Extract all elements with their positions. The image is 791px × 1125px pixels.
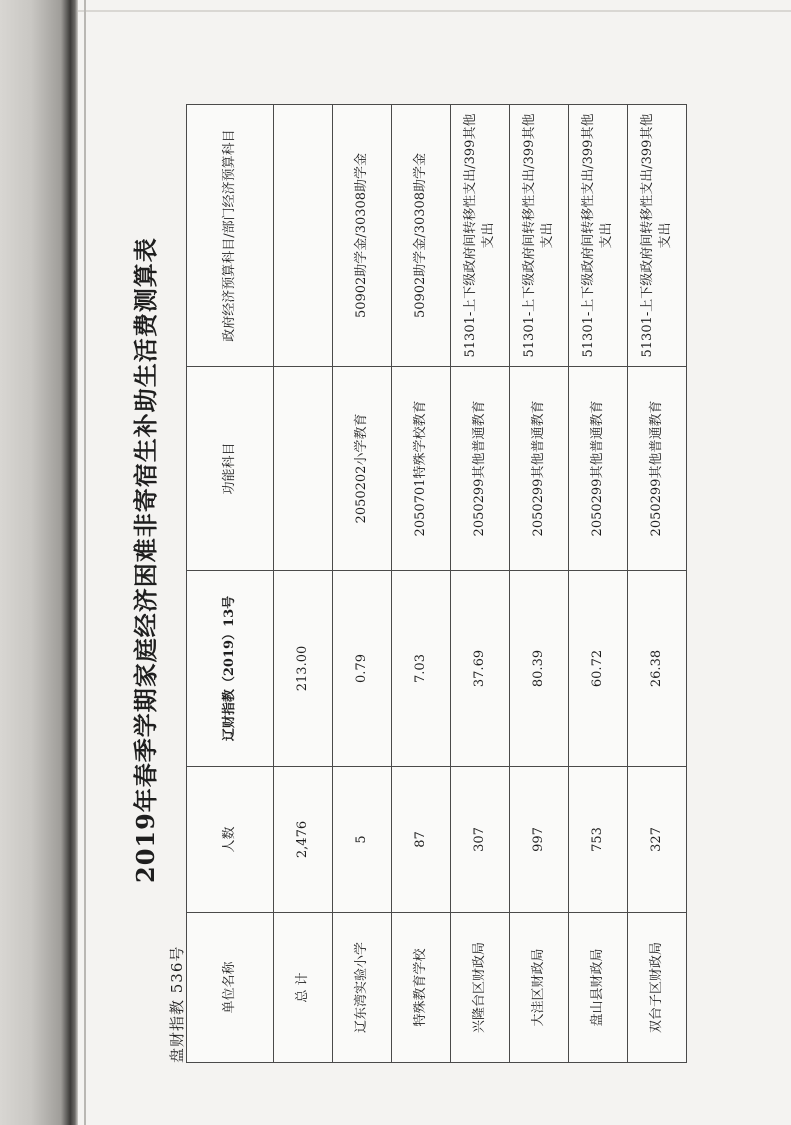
- cell-budget: [274, 105, 333, 367]
- table-row: [392, 105, 451, 1063]
- table-header-row: [187, 105, 274, 1063]
- cell-budget: 51301-上下级政府间转移性支出/399其他支出: [569, 105, 628, 367]
- cell-unit: 双台子区财政局: [628, 913, 687, 1063]
- cell-fund: 7.03: [392, 571, 451, 767]
- cell-unit: 盘山县财政局: [569, 913, 628, 1063]
- cell-function: 2050701特殊学校教育: [392, 367, 451, 571]
- header-unit-name: 单位名称: [187, 913, 274, 1063]
- cell-function: 2050299其他普通教育: [510, 367, 569, 571]
- table-row: [333, 105, 392, 1063]
- header-budget-subject: 政府经济预算科目/部门经济预算科目: [187, 105, 274, 367]
- table-row: [628, 105, 687, 1063]
- table-row: [510, 105, 569, 1063]
- cell-budget: 50902助学金/30308助学金: [392, 105, 451, 367]
- rotated-document-page: [78, 0, 791, 1125]
- cell-count: 327: [628, 767, 687, 913]
- table-row: [274, 105, 333, 1063]
- cell-unit: 特殊教育学校: [392, 913, 451, 1063]
- budget-table: [186, 104, 687, 1063]
- cell-budget: 51301-上下级政府间转移性支出/399其他支出: [451, 105, 510, 367]
- cell-function: 2050202小学教育: [333, 367, 392, 571]
- cell-budget: 50902助学金/30308助学金: [333, 105, 392, 367]
- cell-unit: 总 计: [274, 913, 333, 1063]
- cell-budget: 51301-上下级政府间转移性支出/399其他支出: [628, 105, 687, 367]
- cell-function: 2050299其他普通教育: [569, 367, 628, 571]
- cell-function: 2050299其他普通教育: [628, 367, 687, 571]
- cell-count: 307: [451, 767, 510, 913]
- cell-count: 2,476: [274, 767, 333, 913]
- cell-count: 753: [569, 767, 628, 913]
- cell-fund: 213.00: [274, 571, 333, 767]
- cell-fund: 0.79: [333, 571, 392, 767]
- scan-binding-shadow: [0, 0, 78, 1125]
- cell-fund: 60.72: [569, 571, 628, 767]
- cell-function: 2050299其他普通教育: [451, 367, 510, 571]
- cell-fund: 37.69: [451, 571, 510, 767]
- table-row: [451, 105, 510, 1063]
- header-fund: 辽财指教（2019）13号: [187, 571, 274, 767]
- cell-count: 997: [510, 767, 569, 913]
- table-row: [569, 105, 628, 1063]
- cell-unit: 兴隆台区财政局: [451, 913, 510, 1063]
- cell-fund: 26.38: [628, 571, 687, 767]
- header-function-subject: 功能科目: [187, 367, 274, 571]
- header-count: 人数: [187, 767, 274, 913]
- document-number: 盘财指教 536号: [168, 945, 186, 1063]
- cell-count: 5: [333, 767, 392, 913]
- cell-count: 87: [392, 767, 451, 913]
- cell-unit: 大洼区财政局: [510, 913, 569, 1063]
- document-title: 2019年春季学期家庭经济困难非寄宿生补助生活费测算表: [131, 237, 160, 883]
- cell-budget: 51301-上下级政府间转移性支出/399其他支出: [510, 105, 569, 367]
- cell-function: [274, 367, 333, 571]
- cell-unit: 辽东湾实验小学: [333, 913, 392, 1063]
- cell-fund: 80.39: [510, 571, 569, 767]
